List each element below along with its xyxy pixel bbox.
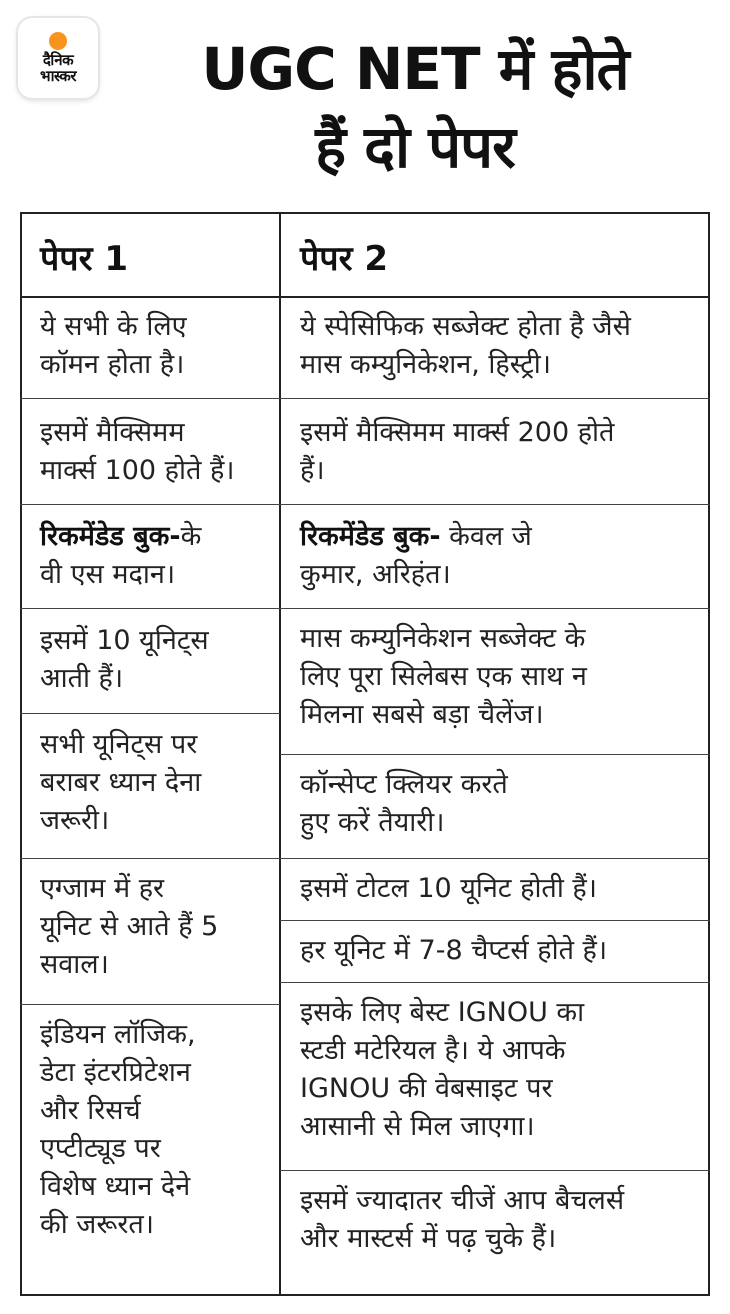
page-title [110, 30, 720, 186]
paper1-cell-1 [40, 308, 187, 384]
cell-text: केवल जे [440, 521, 532, 552]
cell-line: वी एस मदान। [40, 559, 176, 590]
sun-icon [49, 32, 67, 50]
cell-line: इसमें ज्यादातर चीजें आप बैचलर्स [300, 1185, 625, 1216]
paper2-cell-2 [300, 414, 614, 490]
row-divider [20, 858, 280, 859]
cell-line [300, 518, 532, 556]
row-divider [20, 608, 280, 609]
cell-line: जरूरी। [40, 805, 110, 836]
paper1-cell-5 [40, 726, 201, 840]
cell-line: ये सभी के लिए [40, 311, 187, 342]
cell-line: लिए पूरा सिलेबस एक साथ न [300, 661, 587, 692]
cell-line: हुए करें तैयारी। [300, 807, 445, 838]
cell-line: इसमें 10 यूनिट्स [40, 625, 209, 656]
cell-line [40, 518, 201, 556]
cell-line: स्टडी मटेरियल है। ये आपके [300, 1035, 566, 1066]
cell-line: इसके लिए बेस्ट IGNOU का [300, 997, 585, 1028]
logo-text-line2: भास्कर [40, 67, 76, 85]
paper1-cell-2 [40, 414, 235, 490]
row-divider [20, 504, 280, 505]
paper2-cell-1 [300, 308, 631, 384]
row-divider [280, 608, 710, 609]
cell-line: सभी यूनिट्स पर [40, 729, 198, 760]
paper2-cell-8 [300, 994, 584, 1146]
cell-line: और मास्टर्स में पढ़ चुके हैं। [300, 1223, 557, 1254]
paper1-cell-4 [40, 622, 209, 698]
cell-line: डेटा इंटरप्रिटेशन [40, 1057, 191, 1088]
paper1-cell-6 [40, 870, 218, 984]
row-divider [280, 858, 710, 859]
bold-label: रिकमेंडेड बुक- [300, 521, 441, 552]
cell-line: कॉन्सेप्ट क्लियर करते [300, 769, 508, 800]
paper1-cell-7 [40, 1016, 196, 1244]
title-line-1: UGC NET में होते [201, 35, 629, 103]
cell-line: की जरूरत। [40, 1209, 154, 1240]
row-divider [280, 982, 710, 983]
paper2-cell-7 [300, 932, 607, 970]
row-divider [20, 713, 280, 714]
cell-line: इंडियन लॉजिक, [40, 1019, 196, 1050]
cell-line: कुमार, अरिहंत। [300, 559, 451, 590]
cell-line: मिलना सबसे बड़ा चैलेंज। [300, 699, 544, 730]
paper2-cell-9 [300, 1182, 624, 1258]
paper2-cell-3 [300, 518, 532, 594]
header-paper-1: पेपर 1 [40, 239, 129, 279]
header-paper-2: पेपर 2 [300, 239, 389, 279]
cell-line: मास कम्युनिकेशन सब्जेक्ट के [300, 623, 586, 654]
cell-line: इसमें मैक्सिमम [40, 417, 185, 448]
row-divider [280, 754, 710, 755]
cell-line: एप्टीट्यूड पर [40, 1133, 161, 1164]
row-divider [280, 504, 710, 505]
row-divider [280, 1170, 710, 1171]
cell-line: इसमें मैक्सिमम मार्क्स 200 होते [300, 417, 615, 448]
row-divider [280, 920, 710, 921]
paper2-cell-6 [300, 870, 597, 908]
cell-line: कॉमन होता है। [40, 349, 185, 380]
cell-line: आसानी से मिल जाएगा। [300, 1111, 535, 1142]
paper2-cell-4 [300, 620, 587, 734]
paper1-cell-3 [40, 518, 201, 594]
cell-line: मार्क्स 100 होते हैं। [40, 455, 235, 486]
cell-line: हर यूनिट में 7-8 चैप्टर्स होते हैं। [300, 935, 608, 966]
dainik-bhaskar-logo [18, 18, 98, 98]
row-divider [20, 398, 280, 399]
cell-line: यूनिट से आते हैं 5 [40, 911, 219, 942]
cell-line: बराबर ध्यान देना [40, 767, 202, 798]
cell-line: एग्जाम में हर [40, 873, 165, 904]
header-divider [20, 296, 710, 298]
cell-line: सवाल। [40, 949, 109, 980]
cell-line: और रिसर्च [40, 1095, 141, 1126]
title-line-2: हैं दो पेपर [315, 113, 515, 181]
cell-line: मास कम्युनिकेशन, हिस्ट्री। [300, 349, 552, 380]
logo-text-line1: दैनिक [42, 51, 74, 69]
bold-label: रिकमेंडेड बुक- [40, 521, 181, 552]
cell-line: विशेष ध्यान देने [40, 1171, 191, 1202]
cell-line: ये स्पेसिफिक सब्जेक्ट होता है जैसे [300, 311, 631, 342]
cell-line: IGNOU की वेबसाइट पर [300, 1073, 553, 1104]
paper2-cell-5 [300, 766, 508, 842]
row-divider [280, 398, 710, 399]
cell-line: इसमें टोटल 10 यूनिट होती हैं। [300, 873, 597, 904]
row-divider [20, 1004, 280, 1005]
cell-line: हैं। [300, 455, 325, 486]
cell-text: के [180, 521, 202, 552]
cell-line: आती हैं। [40, 663, 124, 694]
